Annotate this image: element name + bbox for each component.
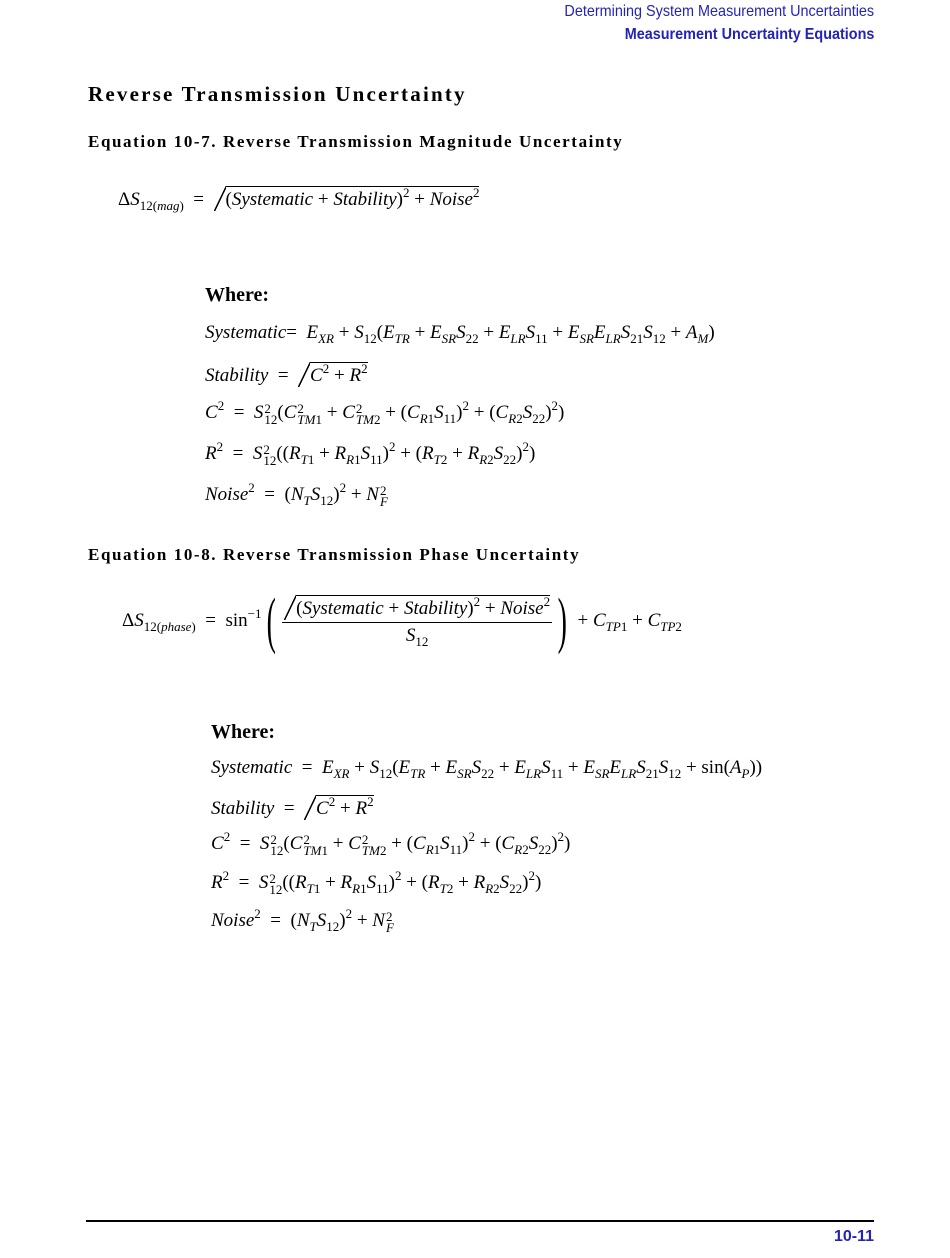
section-title: Reverse Transmission Uncertainty (88, 82, 467, 106)
eq8-r-squared-line: $R^2 = S$ 2 12 $((R_{T1} + R_{R1}S_{11})^2 + (R_{T2} + R_{R2}S_{22})^2)$ (211, 868, 542, 897)
eq8-c-squared-line: $C^2 = S$ 2 12 (C 2 TM1 + C 2 TM2 + $(C_{R1}S_{11})^2 + (C_{R2}S_{22})^2$) (211, 829, 571, 858)
eq8-noise-line: Noise$^2$ = $(N_TS_{12})^2 + N$ 2 F (211, 906, 394, 935)
running-header-chapter: Determining System Measurement Uncertainties (564, 3, 874, 20)
eq7-stability-line: Stability = $C^2 + R^2$ (205, 361, 368, 386)
eq7-c-squared-line: $C^2 = S$ 2 12 (C 2 TM1 + C 2 TM2 + $(C_{R1}S_{11})^2 + (C_{R2}S_{22})^2$) (205, 398, 565, 427)
equation-10-7-where: Where: (205, 284, 270, 306)
equation-10-8-main: $\Delta S_{12(phase)} = \sin^{-1}$( $\frac{(Systematic + Stability)^2 + Noise^2}{S_{12}}$ ) + $C_{TP1} + C_{TP2}$ (122, 587, 682, 655)
equation-10-8-title: Equation 10-8. Reverse Transmission Phase Uncertainty (88, 545, 581, 564)
footer-rule (86, 1220, 874, 1222)
equation-10-7-title: Equation 10-7. Reverse Transmission Magnitude Uncertainty (88, 132, 624, 151)
page-number: 10-11 (833, 1228, 874, 1245)
eq7-r-squared-line: $R^2 = S$ 2 12 $((R_{T1} + R_{R1}S_{11})^2 + (R_{T2} + R_{R2}S_{22})^2)$ (205, 439, 536, 468)
eq8-systematic-line: Systematic = $E_{XR} + S_{12}(E_{TR} + E_{SR}S_{22} + E_{LR}S_{11} + E_{SR}E_{LR}S_{21}S_{12} + \sin(A_P))$ (211, 757, 763, 781)
eq7-systematic-line: Systematic= $E_{XR} + S_{12}(E_{TR} + E_{SR}S_{22} + E_{LR}S_{11} + E_{SR}E_{LR}S_{21}S_{12} + A_M)$ (205, 322, 715, 346)
equation-10-8-where: Where: (211, 721, 276, 743)
eq8-stability-line: Stability = $C^2 + R^2$ (211, 794, 374, 819)
equation-10-7-main: $\Delta S_{12(mag)}$ = (Systematic + Stability)$^2$ + Noise$^2$ (118, 185, 480, 213)
eq7-noise-line: Noise$^2$ = $(N_TS_{12})^2 + N$ 2 F (205, 480, 388, 509)
running-header-section: Measurement Uncertainty Equations (624, 26, 874, 43)
